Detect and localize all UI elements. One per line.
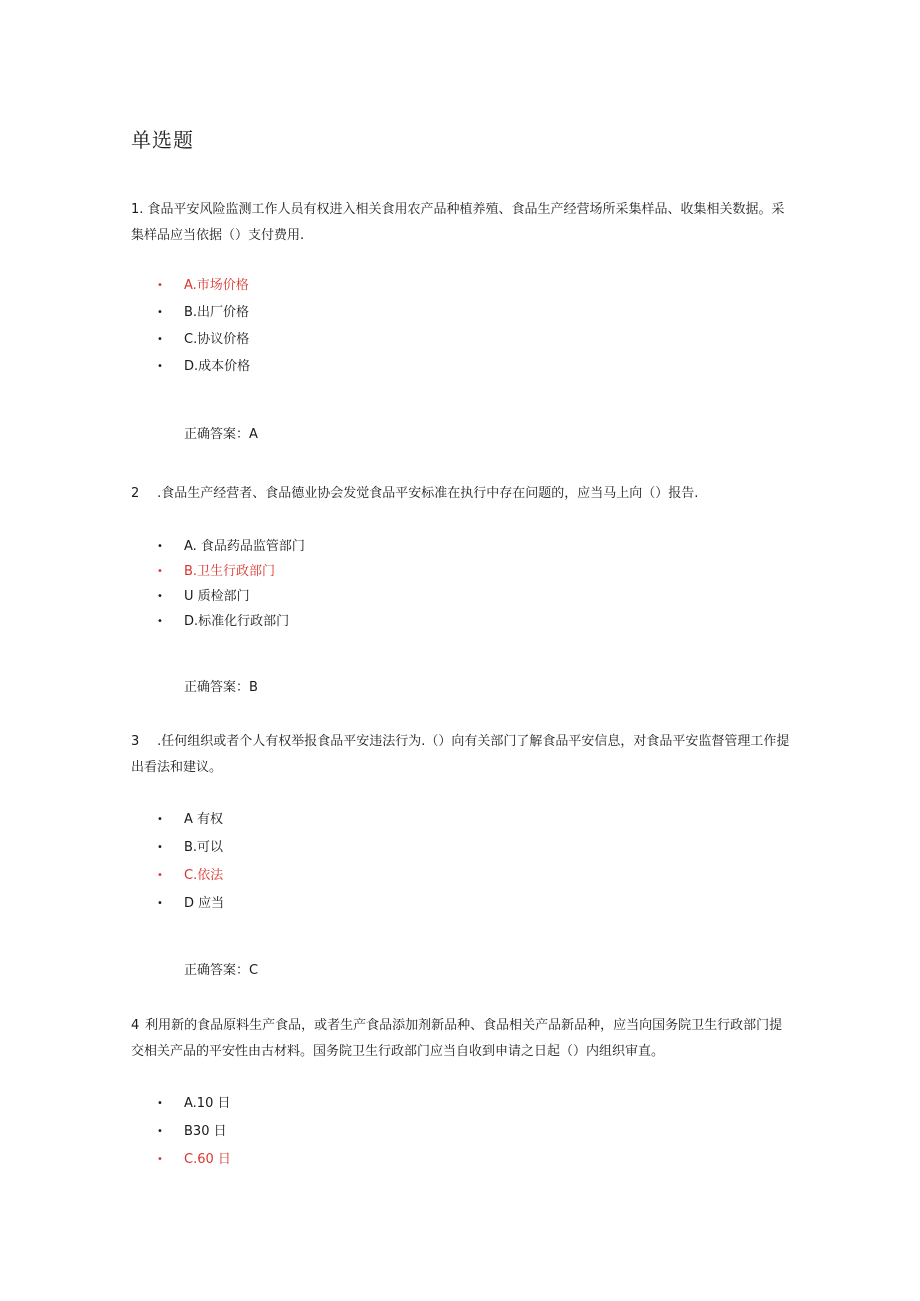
options-list-4	[157, 1094, 231, 1178]
bullet-icon: •	[157, 870, 163, 881]
question-number: 1.	[131, 202, 144, 217]
bullet-icon: •	[157, 1098, 163, 1109]
question-text: .任何组织或者个人有权举报食品平安违法行为.（）向有关部门了解食品平安信息，对食品平安监督管理工作提出看法和建议。	[131, 734, 790, 775]
bullet-icon: •	[157, 1154, 163, 1165]
bullet-icon: •	[157, 566, 163, 577]
option-label: C.依法	[184, 868, 224, 883]
option-label: D.成本价格	[184, 359, 251, 374]
option-label: C.协议价格	[184, 332, 250, 347]
option-label: A. 食品药品监管部门	[184, 539, 305, 554]
option-a[interactable]	[157, 1094, 231, 1122]
question-4	[131, 1013, 791, 1065]
bullet-icon: •	[157, 1126, 163, 1137]
question-number: 4	[131, 1018, 140, 1033]
option-label: B30 日	[184, 1124, 227, 1139]
question-number: 2	[131, 486, 140, 501]
option-a[interactable]	[157, 810, 224, 838]
option-c[interactable]	[157, 330, 250, 357]
question-text: 利用新的食品原料生产食品，或者生产食品添加剂新品种、食品相关产品新品种，应当向国务院卫生行政部门提交相关产品的平安性由古材料。国务院卫生行政部门应当自收到申请之日起（）内组织审直。	[131, 1018, 783, 1059]
correct-answer-3: 正确答案：C	[184, 963, 259, 978]
question-number: 3	[131, 734, 140, 749]
option-label: D.标准化行政部门	[184, 614, 290, 629]
question-text: .食品生产经营者、食品德业协会发觉食品平安标准在执行中存在问题的，应当马上向（）报告.	[157, 486, 699, 501]
question-text: 食品平安风险监测工作人员有权进入相关食用农产品种植养殖、食品生产经营场所采集样品、收集相关数据。采集样品应当依据（）支付费用.	[131, 202, 785, 243]
option-b[interactable]	[157, 303, 250, 330]
bullet-icon: •	[157, 361, 163, 372]
page-title: 单选题	[131, 128, 194, 152]
correct-answer-2: 正确答案：B	[184, 680, 258, 695]
bullet-icon: •	[157, 334, 163, 345]
bullet-icon: •	[157, 842, 163, 853]
option-label: U 质检部门	[184, 589, 250, 604]
bullet-icon: •	[157, 541, 163, 552]
option-d[interactable]	[157, 613, 305, 638]
options-list-1	[157, 276, 250, 384]
option-label: A.市场价格	[184, 278, 249, 293]
bullet-icon: •	[157, 307, 163, 318]
option-b[interactable]	[157, 1122, 231, 1150]
option-c[interactable]	[157, 866, 224, 894]
options-list-2	[157, 538, 305, 638]
option-a[interactable]	[157, 538, 305, 563]
question-1	[131, 197, 791, 249]
bullet-icon: •	[157, 591, 163, 602]
options-list-3	[157, 810, 224, 922]
bullet-icon: •	[157, 898, 163, 909]
option-label: B.出厂价格	[184, 305, 250, 320]
option-c[interactable]	[157, 1150, 231, 1178]
question-3	[131, 729, 791, 781]
option-label: A 有权	[184, 812, 224, 827]
option-label: C.60 日	[184, 1152, 231, 1167]
option-b[interactable]	[157, 838, 224, 866]
correct-answer-1: 正确答案：A	[184, 427, 258, 442]
option-label: A.10 日	[184, 1096, 231, 1111]
option-label: D 应当	[184, 896, 225, 911]
option-label: B.卫生行政部门	[184, 564, 276, 579]
bullet-icon: •	[157, 814, 163, 825]
option-label: B.可以	[184, 840, 224, 855]
option-d[interactable]	[157, 357, 250, 384]
option-d[interactable]	[157, 894, 224, 922]
option-b[interactable]	[157, 563, 305, 588]
bullet-icon: •	[157, 616, 163, 627]
bullet-icon: •	[157, 280, 163, 291]
question-2	[131, 481, 791, 507]
option-a[interactable]	[157, 276, 250, 303]
option-c[interactable]	[157, 588, 305, 613]
